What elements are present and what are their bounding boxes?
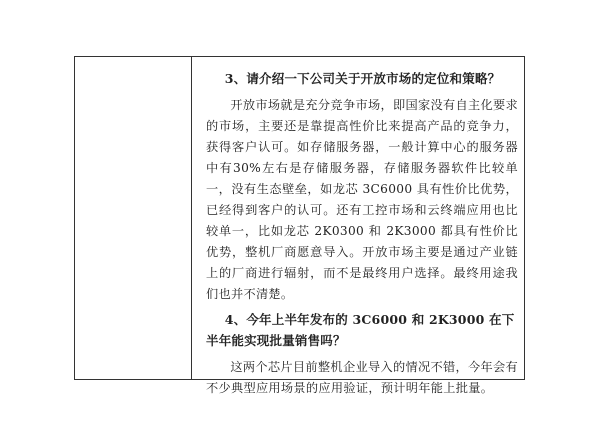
answer-3: 开放市场就是充分竞争市场，即国家没有自主化要求的市场，主要还是靠提高性价比来提高产品的竞争力，获得客户认可。如存储服务器，一般计算中心的服务器中有30%左右是存储服务器，存储服务器软件比较单一，没有生态壁垒，如龙芯 3C6000 具有性价比优势，已经得到客户的认可。还有工控市场和云终端应用也比较单一，比如龙芯 2K0300 和 2K3000 都具有性价比优势，整机厂商愿意导入。开放市场主要是通过产业链上的厂商进行辐射，而不是最终用户选择。最终用途我们也并不清楚。 <box>206 98 518 301</box>
question-3: 3、请介绍一下公司关于开放市场的定位和策略？ <box>224 71 501 86</box>
qa-table <box>74 56 525 395</box>
question-4: 4、今年上半年发布的 3C6000 和 2K3000 在下半年能实现批量销售吗？ <box>206 312 515 348</box>
table-label-cell <box>75 57 192 379</box>
table-content-cell <box>192 57 524 395</box>
answer-4: 这两个芯片目前整机企业导入的情况不错，今年会有不少典型应用场景的应用验证，预计明年能上批量。 <box>206 360 518 395</box>
